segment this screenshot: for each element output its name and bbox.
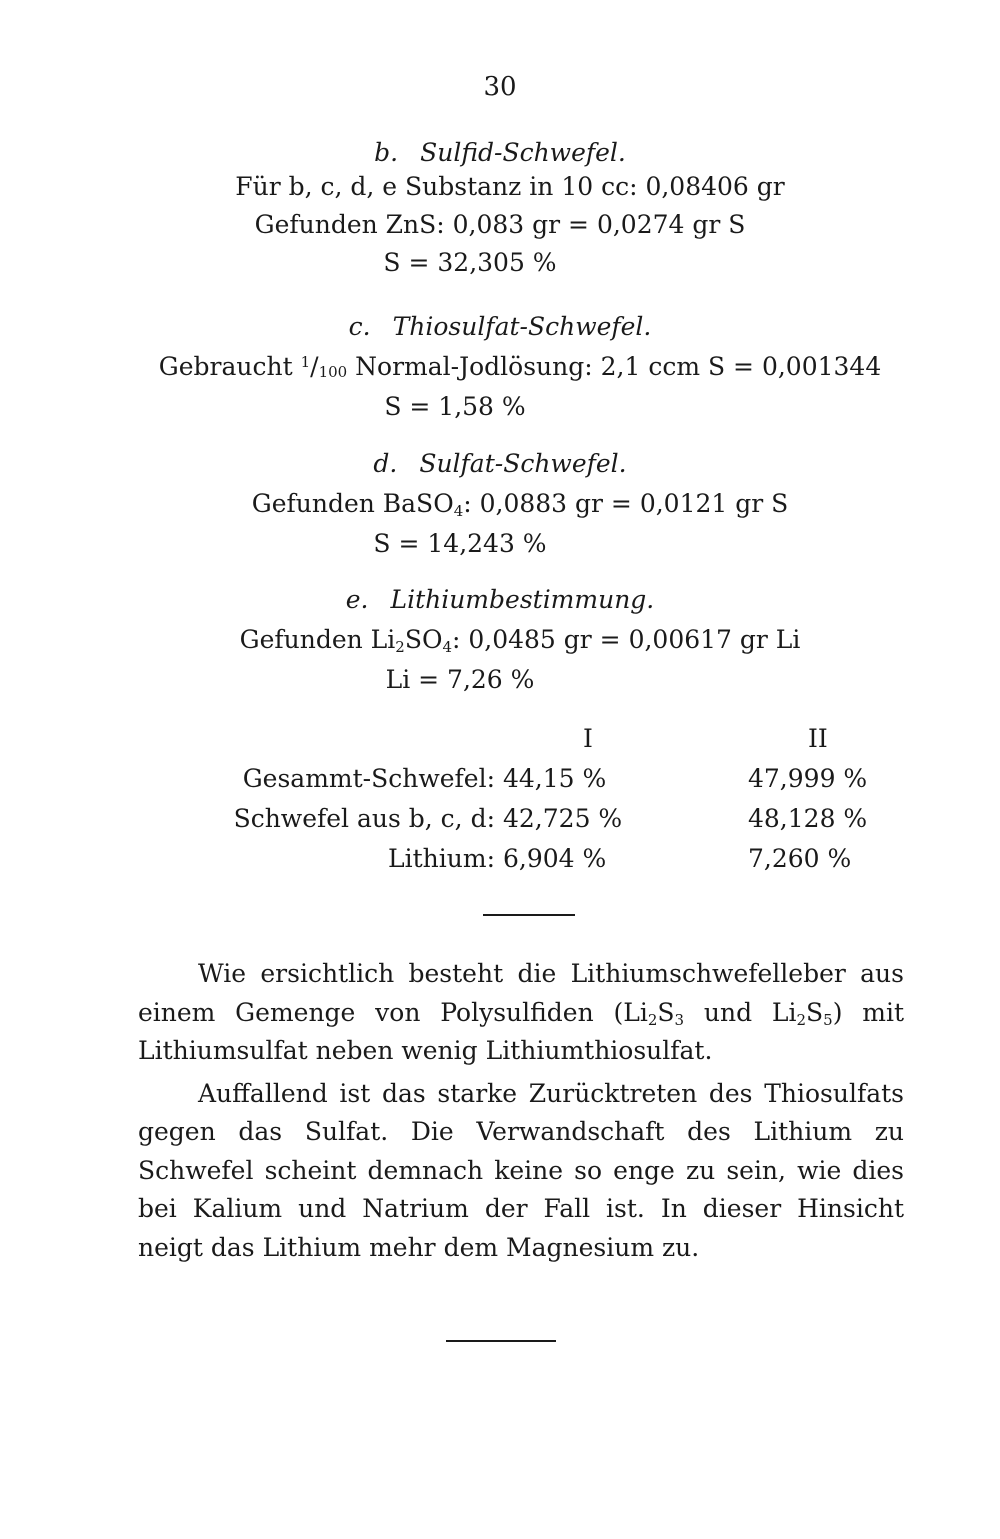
section-heading (0, 310, 1000, 344)
section-sulfat-schwefel (0, 447, 1000, 561)
text-line: Gefunden ZnS: 0,083 gr = 0,0274 gr S (254, 210, 746, 239)
subscript: 5 (823, 1010, 833, 1029)
row-label: Lithium: (388, 843, 495, 873)
section-letter: c. (348, 312, 371, 341)
subscript: 2 (395, 638, 405, 656)
text-fragment: Gefunden BaSO (251, 489, 454, 518)
section-lithiumbestimmung (0, 583, 1000, 697)
table-row (212, 758, 948, 798)
subscript: 4 (453, 502, 464, 520)
value-i: 6,904 % (503, 843, 607, 873)
text-fragment: Wie ersichtlich besteht die Lithiumschwefelleber aus einem Gemenge von Polysulfiden (Li (138, 959, 904, 1027)
text-fragment: Gefunden Li (239, 625, 396, 654)
text-fragment: S (806, 997, 824, 1027)
value-ii: 7,260 % (748, 843, 852, 873)
column-header-i: I (583, 723, 593, 753)
section-letter: b. (374, 138, 399, 167)
subscript: 2 (796, 1010, 807, 1029)
result-line: Li = 7,26 % (385, 665, 535, 694)
value-ii: 48,128 % (748, 803, 868, 833)
fraction-denominator: 100 (318, 363, 348, 381)
value-ii: 47,999 % (748, 763, 868, 793)
paragraph: Auffallend ist das starke Zurücktreten des Thiosulfats gegen das Sulfat. Die Verwandschaft des Lithium zu Schwefel scheint demnach keine so enge zu sein, wie dies bei Kalium und Natrium der Fall ist. In dieser Hinsicht neigt das Lithium mehr dem Magnesium zu. (138, 1078, 904, 1262)
column-header-ii: II (808, 723, 828, 753)
text-line (0, 623, 1000, 657)
section-title: Sulfat-Schwefel. (419, 449, 627, 478)
section-title: Sulfid-Schwefel. (420, 138, 626, 167)
section-heading (0, 136, 1000, 170)
fraction-numerator: 1 (300, 353, 311, 371)
subscript: 3 (674, 1010, 685, 1029)
text-fragment: Normal-Jodlösung: 2,1 ccm S = 0,001344 (355, 352, 882, 381)
text-line (0, 350, 1000, 384)
result-line: S = 14,243 % (373, 529, 547, 558)
header-empty (212, 718, 503, 758)
page-number: 30 (483, 72, 517, 102)
body-text (138, 955, 904, 1267)
row-label: Gesammt-Schwefel: (242, 763, 495, 793)
text-fragment: und Li (684, 997, 797, 1027)
section-letter: e. (345, 585, 369, 614)
fraction: $^1/_{100}$ (300, 352, 348, 381)
text-fragment: : 0,0883 gr = 0,0121 gr S (463, 489, 789, 518)
section-heading (0, 447, 1000, 481)
text-fragment: ) mit Lithiumsulfat neben wenig Lithiumthiosulfat. (138, 997, 904, 1065)
text-fragment: S (657, 997, 675, 1027)
text-fragment: : 0,0485 gr = 0,00617 gr Li (451, 625, 801, 654)
table-row (212, 838, 948, 878)
separator-rule (483, 914, 575, 916)
section-title: Thiosulfat-Schwefel. (392, 312, 652, 341)
table-row (212, 798, 948, 838)
text-fragment: Gebraucht (158, 352, 293, 381)
section-sulfid-schwefel (0, 136, 1000, 280)
row-label: Schwefel aus b, c, d: (233, 803, 495, 833)
subscript: 2 (647, 1010, 658, 1029)
value-i: 44,15 % (503, 763, 607, 793)
paragraph (138, 955, 904, 1071)
table-header-row (212, 718, 948, 758)
subscript: 4 (442, 638, 452, 656)
result-line: S = 1,58 % (384, 392, 526, 421)
separator-rule (446, 1340, 556, 1342)
section-heading (0, 583, 1000, 617)
section-title: Lithiumbestimmung. (390, 585, 655, 614)
text-fragment: SO (404, 625, 443, 654)
result-line: S = 32,305 % (383, 248, 557, 277)
section-letter: d. (373, 449, 398, 478)
text-line: Für b, c, d, e Substanz in 10 cc: 0,08406 gr (235, 172, 785, 201)
text-line (0, 487, 1000, 521)
summary-table (212, 718, 948, 878)
section-thiosulfat-schwefel (0, 310, 1000, 424)
value-i: 42,725 % (503, 803, 623, 833)
